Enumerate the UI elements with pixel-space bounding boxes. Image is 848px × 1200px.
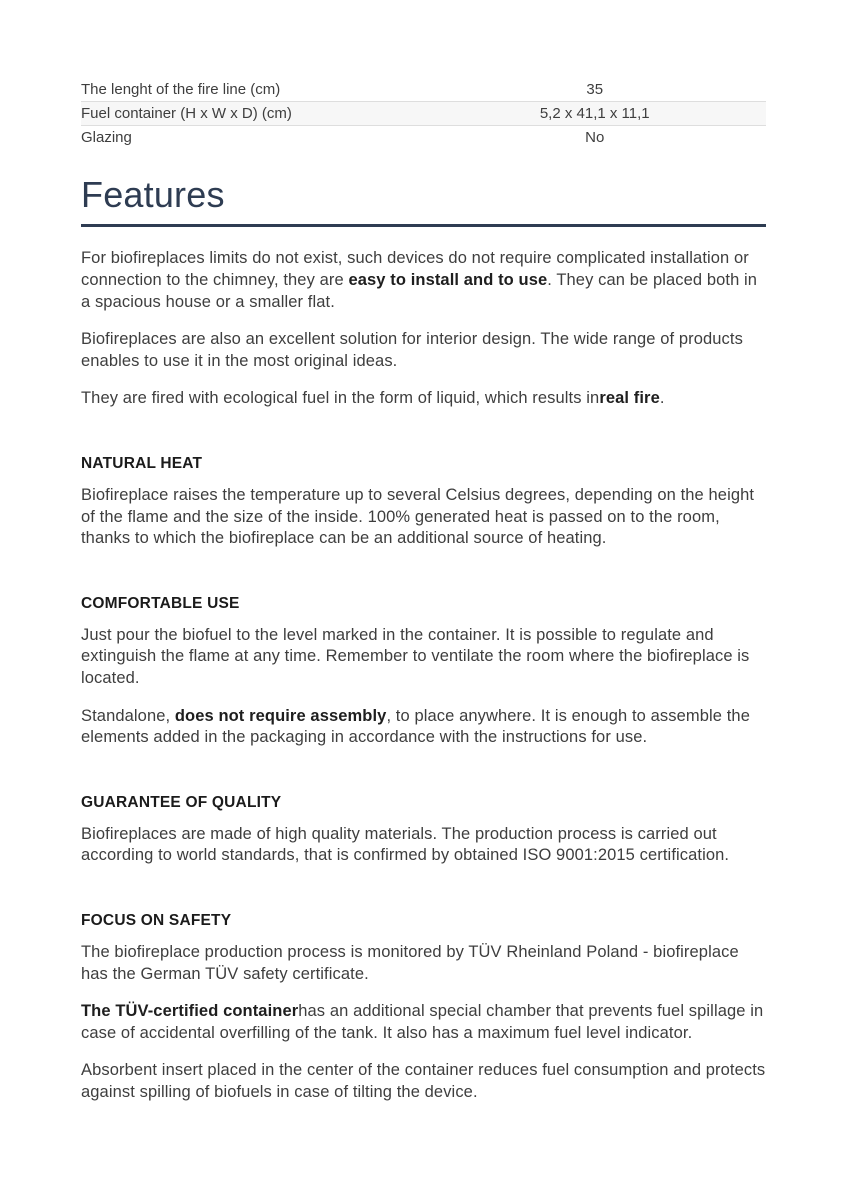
paragraph: Just pour the biofuel to the level marked in the container. It is possible to regulate and extinguish the flame at any time. Remember to ventilate the room where the biofireplace is located. xyxy=(81,625,750,687)
spec-value: 35 xyxy=(586,81,604,98)
paragraph: The biofireplace production process is monitored by TÜV Rheinland Poland - biofireplace has the German TÜV safety certificate. xyxy=(81,942,739,983)
spec-label: Glazing xyxy=(81,129,132,146)
paragraph: Absorbent insert placed in the center of the container reduces fuel consumption and protects against spilling of biofuels in case of tilting the device. xyxy=(81,1061,766,1101)
feature-section xyxy=(81,793,766,867)
intro-paragraphs xyxy=(81,248,766,410)
feature-section xyxy=(81,594,766,749)
bold-text: real fire xyxy=(599,389,660,408)
spec-label: Fuel container (H x W x D) (cm) xyxy=(81,105,292,122)
bold-text: does not require assembly xyxy=(174,706,387,725)
spec-table-body xyxy=(81,78,766,149)
spec-table xyxy=(81,78,766,149)
paragraph: Biofireplaces are also an excellent solution for interior design. The wide range of products enables to use it in the most original ideas. xyxy=(81,330,743,370)
bold-text: easy to install and to use xyxy=(348,271,548,290)
section-heading: COMFORTABLE USE xyxy=(81,594,240,612)
table-row xyxy=(81,126,766,150)
paragraph: Standalone, does not require assembly, to place anywhere. It is enough to assemble the elements added in the packaging in accordance with the instructions for use. xyxy=(81,706,750,747)
paragraph: For biofireplaces limits do not exist, such devices do not require complicated installation or connection to the chimney, they are easy to install and to use. They can be placed both in a spacious house or a smaller flat. xyxy=(81,249,758,311)
paragraph: Biofireplace raises the temperature up to several Celsius degrees, depending on the height of the flame and the size of the inside. 100% generated heat is passed on to the room, thanks to which the biofireplace can be an additional source of heating. xyxy=(81,486,755,548)
paragraph: Biofireplaces are made of high quality materials. The production process is carried out according to world standards, that is confirmed by obtained ISO 9001:2015 certification. xyxy=(81,824,730,865)
spec-label: The lenght of the fire line (cm) xyxy=(81,81,281,98)
spec-value: 5,2 x 41,1 x 11,1 xyxy=(539,105,650,122)
feature-sections xyxy=(81,454,766,1104)
feature-section xyxy=(81,454,766,550)
feature-section xyxy=(81,911,766,1104)
title-rule xyxy=(81,224,766,227)
table-row xyxy=(81,78,766,102)
paragraph: The TÜV-certified containerhas an additional special chamber that prevents fuel spillage in case of accidental overfilling of the tank. It also has a maximum fuel level indicator. xyxy=(81,1002,764,1042)
paragraph: They are fired with ecological fuel in the form of liquid, which results inreal fire. xyxy=(81,389,665,408)
features-title: Features xyxy=(81,174,225,215)
section-heading: FOCUS ON SAFETY xyxy=(81,911,232,929)
section-heading: NATURAL HEAT xyxy=(81,455,203,473)
table-row xyxy=(81,102,766,126)
bold-text: The TÜV-certified container xyxy=(81,1002,299,1021)
section-heading: GUARANTEE OF QUALITY xyxy=(81,793,282,811)
spec-value: No xyxy=(585,129,605,146)
